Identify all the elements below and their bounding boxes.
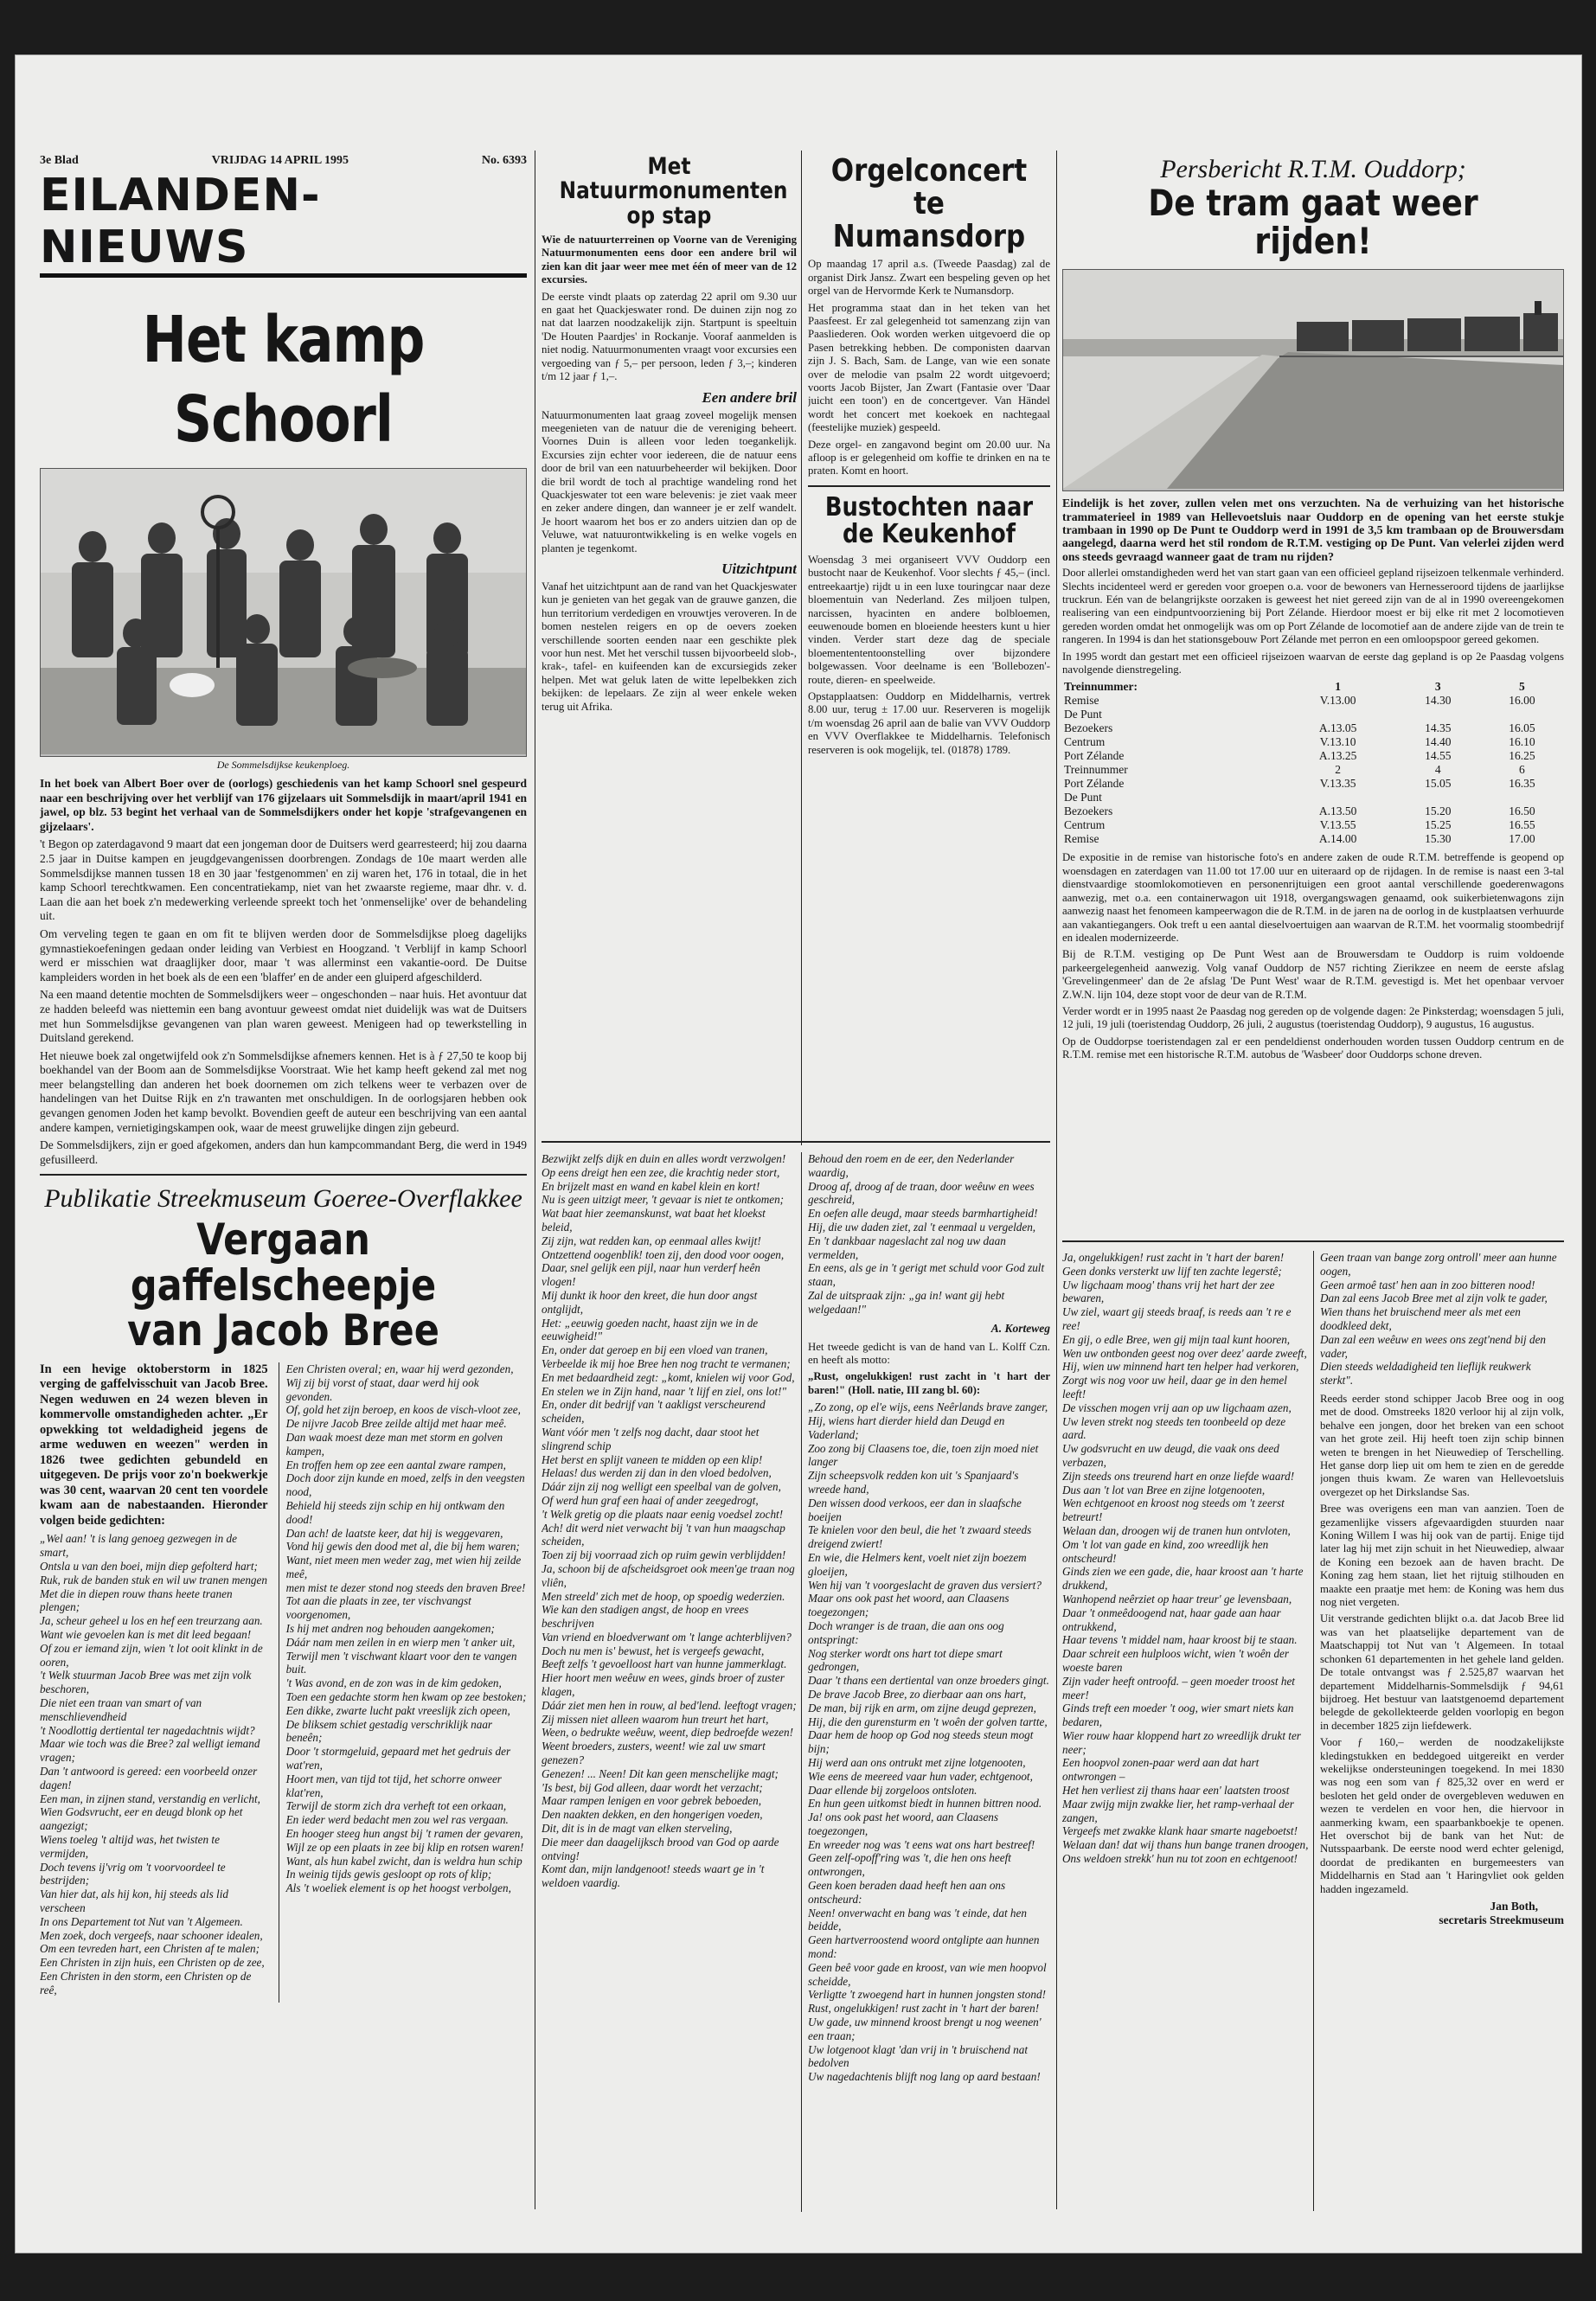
timetable-cell: 16.00	[1509, 694, 1535, 708]
timetable-cell: 2	[1335, 763, 1341, 777]
timetable-cell	[1396, 791, 1480, 804]
timetable-header-cell: 5	[1519, 680, 1525, 694]
column-tram	[1062, 155, 1564, 1227]
poem-column-b	[808, 1152, 1050, 2225]
timetable-cell: A.13.50	[1318, 804, 1357, 818]
signature-title: secretaris Streekmuseum	[1439, 1913, 1564, 1926]
timetable-row	[1062, 749, 1564, 763]
timetable-cell: V.13.55	[1319, 818, 1356, 832]
kamp-photo-caption: De Sommelsdijkse keukenploeg.	[216, 759, 350, 771]
gaffel-headline-line1: Vergaan gaffelscheepje	[130, 1215, 437, 1311]
natuur-subhead: Een andere bril	[702, 388, 797, 406]
timetable-cell: Port Zélande	[1064, 749, 1125, 763]
timetable-row	[1062, 694, 1564, 708]
tram-paragraph: Verder wordt er in 1995 naast 2e Paasdag nog gereden op de volgende dagen: 2e Pinksterdag; woensdagen 5 juli, 12 juli, 19 juli (toeristendag Ouddorp, 26 juli, 2 augustus (toeristendag Ouddorp), 9 augustus, 16 augustus.	[1062, 1004, 1564, 1031]
gaffel-kicker: Publikatie Streekmuseum Goeree-Overflakkee	[44, 1184, 522, 1214]
poem-part: Geen traan van bange zorg ontroll' meer aan hunne oogen, Geen armoê tast' hen aan in zoo bitteren nood! Dan zal eens Jacob Bree met al zijn volk te gader, Wien thans het bruischend meer als met een doodkleed dekt, Dan zal een weêuw en wees ons zegt'nend bij den vader, Dien steeds weldadigheid ten lieflijk reukwerk sterkt".	[1320, 1251, 1557, 1388]
tram-photo	[1062, 269, 1564, 491]
timetable-cell: Bezoekers	[1064, 721, 1113, 735]
gaffel-lead: In een hevige oktoberstorm in 1825 verging de gaffelvisschuit van Jacob Bree. Negen weduwen en 24 wezen bleven in kommervolle omstandigheden achter. „Er opwekking tot weldadigheid jegens de arme weduwen en weezen" werden in 1826 twee gedichten gebundeld en uitgegeven. De prijs voor zo'n boekwerkje was 30 cent, waarvan 20 cent ten voordele kwam aan de nabestaanden. Hieronder volgen beide gedichten:	[40, 1362, 268, 1528]
timetable-cell: A.13.05	[1318, 721, 1357, 735]
orgel-paragraph: Het programma staat dan in het teken van het Paasfeest. Er zal gelegenheid tot samenzang zijn van Paasliederen. Ook worden werken uitgevoerd die op Pasen betrekking hebben. De componisten daarvan zijn J. S. Bach, Sam. de Lange, van wie een sonate over de melodie van psalm 22 wordt uitgevoerd; voorts Jacob Bijster, Jan Zwart (Fantasie over 'Daar juicht een toon') en de concertgever. Van Händel wordt het concert met koekoek en nachtegaal (feestelijke muziek) gespeeld.	[808, 301, 1050, 434]
timetable-row	[1062, 791, 1564, 804]
tram-paragraph: Door allerlei omstandigheden werd het van start gaan van een officieel gepland rijseizoen telkenmale verhinderd. Slechts incidenteel werd er gereden voor groepen o.a. voor de bewoners van Hernesseroord tijdens de jaarlijkse truckrun. Eén van de belangrijkste oorzaken is geweest het niet gereed zijn van de al in 1990 overeengekomen realisering van een eindpuntvoorziening bij Port Zélande. Hierdoor moest er bij elke rit met 2 locomotieven gereden worden omdat het onmogelijk was om op Port Zélande de locomotief aan de andere zijde van de trein te rangeren. In 1994 is dan het stationsgebouw Port Zélande met perron en een omloopspoor gereed gekomen.	[1062, 567, 1564, 646]
kamp-paragraph: Om verveling tegen te gaan en om fit te blijven werden door de Sommelsdijkse ploeg dagelijks gymnastiekoefeningen gedaan onder leiding van Verbiest en Hoogzand. 't Verblijf in kamp Schoorl werd er misschien wat draaglijker door, maar 't was allerminst een vakantie-oord. De Duitse kampleiders worden in het boek als de een een 'blaffer' en de ander een gluiperd afgeschilderd.	[40, 926, 527, 984]
timetable-cell: Treinnummer	[1064, 763, 1128, 777]
timetable-cell	[1279, 708, 1395, 721]
timetable-cell: 14.55	[1425, 749, 1452, 763]
poem-column-a	[542, 1152, 797, 2225]
timetable-cell: Remise	[1064, 832, 1099, 846]
timetable-row	[1062, 721, 1564, 735]
issue-date: VRIJDAG 14 APRIL 1995	[211, 154, 349, 167]
timetable-cell: 15.05	[1425, 777, 1452, 791]
timetable-row	[1062, 832, 1564, 846]
bus-headline: Bustochten naar de Keukenhof	[824, 491, 1034, 550]
column-orgel-bus	[808, 155, 1050, 1132]
gaffel-paragraph: Bree was overigens een man van aanzien. Toen de gezamenlijke vissers afgevaardigden stuurden naar Koning Willem I was hij ook van de partij. Enige tijd later lag hij met zijn schuit in het Nieuwediep, alwaar de Koning een bezoek aan de haven bracht. De Koning zag hem staan, liet het rijtuig stilhouden en maakte een praatje met hem: de Koning was hem dus nog niet vergeten.	[1320, 1503, 1564, 1609]
gaffel-paragraph: Uit verstrande gedichten blijkt o.a. dat Jacob Bree lid was van het plaatselijke departement van de Maatschappij tot Nut van 't Algemeen. In totaal schonken 61 departementen in het gehele land gelden. De totale ontvangst was ƒ 2.525,87 waarvan het departement Middelharnis-Sommelsdijk ƒ 94,61 bijdroeg. Het bestuur van laatstgenoemd departement belegde de gekollekteerde gelden voorlopig en begon in december 1825 zijn liefdewerk.	[1320, 1612, 1564, 1732]
timetable-cell: 16.50	[1509, 804, 1535, 818]
gaffel-body	[40, 1362, 527, 2003]
orgel-paragraph: Op maandag 17 april a.s. (Tweede Paasdag) zal de organist Dirk Jansz. Zwart een bespeling geven op het orgel van de Hervormde Kerk te Numansdorp.	[808, 258, 1050, 298]
timetable-row	[1062, 804, 1564, 818]
natuur-headline: Met Natuurmonumenten op stap	[559, 155, 788, 229]
timetable-cell: A.14.00	[1318, 832, 1357, 846]
timetable	[1062, 680, 1564, 846]
timetable-cell: 16.35	[1509, 777, 1535, 791]
timetable-cell: 15.20	[1425, 804, 1452, 818]
timetable-row	[1062, 818, 1564, 832]
orgel-paragraph: Deze orgel- en zangavond begint om 20.00 uur. Na afloop is er gelegenheid om koffie te drinken en na te praten. Komt en hoort.	[808, 438, 1050, 478]
timetable-header-cell: 1	[1335, 680, 1341, 694]
tram-paragraph: In 1995 wordt dan gestart met een officieel rijseizoen waarvan de eerste dag gepland is op 2e Paasdag volgens navolgende dienstregeling.	[1062, 650, 1564, 676]
timetable-cell: De Punt	[1064, 708, 1102, 721]
timetable-cell: Centrum	[1064, 735, 1106, 749]
timetable-row	[1062, 763, 1564, 777]
column-rule	[1313, 1251, 1314, 2211]
timetable-cell: 16.55	[1509, 818, 1535, 832]
kamp-paragraph: 't Begon op zaterdagavond 9 maart dat een jongeman door de Duitsers werd gearresteerd; hij zou daarna 2.5 jaar in Duitse kampen en jeugdgevangenissen doorbrengen. Zondags de 10e maart werden alle Sommelsdijkse mannen tussen 18 en 30 jaar 'festgenommen' en zij waren het, 176 in totaal, die in het kamp Schoorl terechtkwamen. Een concentratiekamp, niet van het zwaarste regieme, maar dhr. v. d. Laan die aan het boek z'n medewerking verleende spreekt toch het 'onmenselijke' over de behandeling uit.	[40, 837, 527, 923]
bus-paragraph: Opstapplaatsen: Ouddorp en Middelharnis, vertrek 8.00 uur, terug ± 17.00 uur. Reserveren is mogelijk t/m woensdag 26 april aan de balie van VVV Ouddorp en VVV Overflakkee te Middelharnis. Telefonisch reserveren is ook mogelijk, tel. (01878) 1789.	[808, 689, 1050, 756]
kamp-paragraph: Na een maand detentie mochten de Sommelsdijkers weer – ongeschonden – naar huis. Het avontuur dat ze hadden beleefd was niettemin een bang avontuur geweest omdat niet duidelijk was wat de Duitsers met hun Sommelsdijkse gevangenen van plan waren geweest. Menigeen had op tewerkstelling in Duitsland gerekend.	[40, 988, 527, 1045]
tram-paragraph: De expositie in de remise van historische foto's en andere zaken de oude R.T.M. betreffende is geopend op woensdagen en zaterdagen van 11.00 tot 17.00 uur en uiteraard op de rijdagen. In de remise is naast een 3-tal dienstvaardige stoomlokomotieven en personenrijtuigen een groot aantal verschillende goederenwagons aanwezig, met o.a. een containerwagon uit 1918, overgangswagen genaamd, ook suikerbietenwagons zijn aanwezig naast het fenomeen kampeerwagon die de R.T.M. in de jaren na de oorlog in de kustplaatsen verhuurde aan vakantiegangers. Ook treft u een aantal dieselvoertuigen aan waarvan de R.T.M. het voormalig stoombedrijf en idealen modernizeerde.	[1062, 851, 1564, 944]
poem3-column-b	[1320, 1251, 1564, 2224]
gaffel-left	[40, 1362, 268, 2003]
kamp-paragraph: De Sommelsdijkers, zijn er goed afgekomen, anders dan hun kampcommandant Berg, die werd in 1949 gefusilleerd.	[40, 1138, 527, 1166]
timetable-row	[1062, 777, 1564, 791]
timetable-cell: 14.40	[1425, 735, 1452, 749]
masthead-title: EILANDEN-NIEUWS	[40, 170, 527, 278]
kamp-photo	[40, 468, 527, 757]
timetable-cell: 14.35	[1425, 721, 1452, 735]
poem-motto: „Rust, ongelukkigen! rust zacht in 't hart der baren!" (Holl. natie, III zang bl. 60):	[808, 1370, 1050, 1396]
timetable-cell	[1480, 708, 1564, 721]
gaffel-paragraph: Reeds eerder stond schipper Jacob Bree oog in oog met de dood. Omstreeks 1820 verloor hij al zijn volk, behalve een jongen, door het breken van een schoot van het grote zeil. Hij heeft toen zijn schip binnen weten te brengen in het Nieuwediep of Terschelling. Het ganse dorp liep uit om hem te zien en de geredde jongen thuis kwam. Ze waren van Hellevoetsluis overgezet op het Dirkslandse Sas.	[1320, 1392, 1564, 1498]
timetable-cell: V.13.35	[1319, 777, 1356, 791]
natuur-paragraph: De eerste vindt plaats op zaterdag 22 april om 9.30 uur en gaat het Quackjeswater rond. De duinen zijn nog zo nat dat laarzen noodzakelijk zijn. Startpunt is speeltuin 'De Houten Paardjes' in Rockanje. Vooraf aanmelden is niet nodig. Natuurmonumenten vraagt voor excursies een vergoeding van ƒ 5,– per persoon, leden ƒ 3,–; kinderen t/m 12 jaar ƒ 1,–.	[542, 290, 797, 383]
issue-number: No. 6393	[481, 154, 527, 167]
column-natuur	[542, 155, 797, 1132]
column-rule	[1056, 151, 1057, 2209]
gaffel-headline-line2: van Jacob Bree	[127, 1305, 439, 1356]
page-label: 3e Blad	[40, 154, 79, 167]
tram-kicker: Persbericht R.T.M. Ouddorp;	[1160, 155, 1466, 183]
gaffel-right	[279, 1362, 527, 2003]
tram-lead: Eindelijk is het zover, zullen velen met ons verzuchten. Na de verhuizing van het historische trammaterieel in 1989 van Hellevoetsluis naar Ouddorp en de opening van het eerste stukje trambaan in 1990 op De Punt te Ouddorp werd in 1991 de 3,5 km trambaan op de Brouwersdam aangelegd, daarna werd het stil rondom de R.T.M. vestiging op De Punt. Van velerlei zijden werd ons steeds gevraagd wanneer gaat de tram nu rijden?	[1062, 497, 1564, 563]
timetable-header-cell: 3	[1434, 680, 1441, 694]
poem-part: „Zo zong, op el'e wijs, eens Neêrlands brave zanger, Hij, wiens hart dierder hield dan Deugd en Vaderland; Zoo zong bij Claasens toe, die, toen zijn moed niet langer Zijn scheepsvolk redden kon uit 's Spanjaard's wreede hand, Den wissen dood verkoos, eer dan in slaafsche boeijen Te knielen voor den beul, die het 't zwaard steeds dreigend zwiert! En wie, die Helmers kent, voelt niet zijn boezem gloeijen, Wen hij van 't voorgeslacht de graven dus versiert? Maar ons ook past het woord, aan Claasens toegezongen; Doch wranger is de traan, die aan ons oog ontspringt: Nog sterker wordt ons hart tot diepe smart gedrongen, Daar 't thans een dertiental van onze broeders gingt. De brave Jacob Bree, zo dierbaar aan ons hart, De man, bij rijk en arm, om zijne deugd geprezen, Hij, die den gurensturm en 't woên der golven tartte, Daar hem de hoop op God nog steeds steun mogt bijn; Hij werd aan ons ontrukt met zijne lotgenooten, Wie eens de meereed vaar hun vader, echtgenoot, Daar ellende bij zorgeloos ontsloten. En hun geen uitkomst biedt in hunnen bittren nood. Ja! ons ook past het woord, aan Claasens toegezongen, En wreeder nog was 't eens wat ons hart bestreef! Geen zelf-opoff'ring was 't, die hen ons heeft ontwrongen, Geen koen beraden daad heeft hen aan ons ontscheurd: Neen! onverwacht en bang was 't einde, dat hen beidde, Geen hartverroostend woord ontglipte aan hunnen mond: Geen beê voor gade en kroost, van wie men hoopvol scheidde, Verligtte 't zwoegend hart in hunnen jongsten stond! Rust, ongelukkigen! rust zacht in 't hart der baren! Uw gade, uw minnend kroost brengt u nog weenen' een traan; Uw lotgenoot klagt 'dan vrij in 't bruischend nat bedolven Uw nagedachtenis blijft nog lang op aard bestaan!	[808, 1400, 1049, 2084]
poem-part: Ja, ongelukkigen! rust zacht in 't hart der baren! Geen donks versterkt uw lijf ten zachte legerstê; Uw ligchaam moog' thans vrij het hart der zee bewaren, Uw ziel, waart gij steeds braaf, is reeds aan 't re e ree! En gij, o edle Bree, wen gij mijn taal kunt hooren, Wen uw ontbonden geest nog over deez' aarde zweeft, Hij, wien uw minnend hart ten helper had verkoren, Zorgt wis nog voor uw heil, daar ge in den hemel leeft! De visschen mogen vrij aan op uw ligchaam azen, Uw leven strekt nog steeds ten toonbeeld op deze aard. Uw godsvrucht en uw deugd, die vaak ons deed verbazen, Zijn steeds ons treurend hart en onze liefde waard! Dus aan 't lot van Bree en zijne lotgenooten, Wen echtgenoot en kroost nog steeds om 't zeerst betreurt! Welaan dan, droogen wij de tranen hun ontvloten, Om 't lot van gade en kind, zoo wreedlijk hen ontscheurd! Ginds zien we een gade, die, haar kroost aan 't harte drukkend, Wanhopend neêrziet op haar treur' ge levensbaan, Daar 't onmeêdoogend nat, haar gade aan haar ontrukkend, Haar tevens 't middel nam, haar kroost bij te staan. Daar schreit een hulploos wicht, wien 't woên der woeste baren Zijn vader heeft ontroofd. – geen moeder troost het meer! Ginds treft een moeder 't oog, wier smart niets kan bedaren, Wier rouw haar kloppend hart zo wreedlijk drukt ter neer; Een hoopvol zonen-paar werd aan dat hart ontwrongen – Het hen verliest zij thans haar een' laatsten troost Maar zwijg mijn zwakke lier, het ramp-verhaal der zangen, Vergeefs met zwakke klank haar smarte nageboetst! Welaan dan! dat wij thans hun bange tranen droogen, Ons weldoen strekk' hun nu tot zoon en echtgenoot!	[1062, 1251, 1309, 1866]
timetable-cell: 17.00	[1509, 832, 1535, 846]
timetable-cell: Remise	[1064, 694, 1099, 708]
poem-intro: Het tweede gedicht is van de hand van L. Kolff Czn. en heeft als motto:	[808, 1340, 1050, 1366]
tram-paragraph: Bij de R.T.M. vestiging op De Punt West aan de Brouwersdam te Ouddorp is ruim voldoende parkeergelegenheid aanwezig. Volg vanaf Ouddorp de N57 richting Zierikzee en neem de eerste afslag 'Grevelingenmeer' dan de 2e afslag 'De Punt West' waar de R.T.M. gevestigd is. Met het openbaar vervoer Z.W.N. lijn 104, deze stopt voor de deur van de R.T.M.	[1062, 948, 1564, 1001]
timetable-cell	[1396, 708, 1480, 721]
timetable-cell: V.13.00	[1319, 694, 1356, 708]
natuur-lead: Wie de natuurterreinen op Voorne van de Vereniging Natuurmonumenten eens door een andere bril wil zien kan dit jaar weer mee met één of meer van de 12 excursies.	[542, 234, 797, 286]
tram-photo-illustration	[1063, 270, 1563, 489]
masthead-dateline	[40, 154, 527, 168]
kamp-headline: Het kamp Schoorl	[142, 303, 425, 457]
timetable-cell: V.13.10	[1319, 735, 1356, 749]
timetable-cell: 15.30	[1425, 832, 1452, 846]
timetable-cell: Port Zélande	[1064, 777, 1125, 791]
signature-name: Jan Both,	[1490, 1900, 1538, 1913]
gaffel-poem-part-a: „Wel aan! 't is lang genoeg gezwegen in de smart, Ontsla u van den boei, mijn diep gefolterd hart; Ruk, ruk de banden stuk en wil uw tranen mengen Met die in diepen rouw thans heete tranen plengen; Ja, scheur geheel u los en hef een treurzang aan. Want wie gevoelen kan is met dit leed begaan! Of zou er iemand zijn, wien 't lot ooit klinkt in de ooren, 't Welk stuurman Jacob Bree was met zijn volk beschoren, Die niet een traan van smart of van menschlievendheid 't Noodlottig dertiental ter nagedachtnis wijdt? Maar wie toch was die Bree? zal welligt iemand vragen; Dan 't antwoord is gereed: een voorbeeld onzer dagen! Een man, in zijnen stand, verstandig en verlicht, Wien Godsvrucht, eer en deugd blonk op het aangezigt; Wiens toeleg 't altijd was, het twisten te vermijden, Doch tevens ij'vrig om 't voorvoordeel te bestrijden; Van hier dat, als hij kon, hij steeds als lid verscheen In ons Departement tot Nut van 't Algemeen. Men zoek, doch vergeefs, naar schooner idealen, Om een tevreden hart, een Christen af te malen; Een Christen in zijn huis, een Christen op de zee, Een Christen in den storm, een Christen op de reê,	[40, 1532, 267, 1997]
group-photo-illustration	[41, 469, 526, 754]
kamp-lead: In het boek van Albert Boer over de (oorlogs) geschiedenis van het kamp Schoorl snel gespeurd naar een beschrijving over het verblijf van 176 gijzelaars uit Sommelsdijk in maart/april 1941 en jawel, op blz. 53 begint het verhaal van de Sommelsdijkers onder het kopje 'strafgevangenen en gijzelaars'.	[40, 777, 527, 833]
poem3-column-a	[1062, 1251, 1309, 2224]
section-divider	[542, 1141, 1050, 1143]
natuur-paragraph: Vanaf het uitzichtpunt aan de rand van het Quackjeswater kun je genieten van het gegak van de grauwe ganzen, die hun territorium verdedigen en vrouwtjes veroveren. In de bomen nestelen reigers en op de oevers zoeken verschillende soorten eenden naar een geschikte plek voor hun nest. Met het verschil tussen bijvoorbeeld slob-, krak-, tafel- en kuifeenden kan de excursiegids zeker helpen. Met wat geluk laten de witte lepelbekken zich bekijken: de lepelaars. Ze zijn al weer enkele weken terug uit Afrika.	[542, 580, 797, 713]
timetable-cell: Bezoekers	[1064, 804, 1113, 818]
timetable-cell: 4	[1434, 763, 1441, 777]
timetable-cell: 15.25	[1425, 818, 1452, 832]
section-divider	[1062, 1240, 1564, 1242]
column-rule	[801, 151, 802, 1145]
bus-paragraph: Woensdag 3 mei organiseert VVV Ouddorp een bustocht naar de Keukenhof. Voor slechts ƒ 45,– (incl. entreekaartje) rijdt u in een luxe touringcar naar deze bloementuin van Nederland. Zes miljoen tulpen, narcissen, hyacinten en andere bolbloemen, eeuwenoude bomen en bloeiende heesters kunt u hier vinden. Verder start deze dag de speciale bloementententoonstelling over bijzondere bolgewassen. Voor deelname is een 'Bollebozen'-route, dieren- en speelweide.	[808, 553, 1050, 686]
natuur-subhead: Uitzichtpunt	[721, 560, 797, 577]
timetable-header-cell: Treinnummer:	[1064, 680, 1138, 694]
timetable-header-row	[1062, 680, 1564, 694]
timetable-cell: De Punt	[1064, 791, 1102, 804]
timetable-cell: 16.10	[1509, 735, 1535, 749]
timetable-cell: 16.05	[1509, 721, 1535, 735]
gaffel-poem-part-b: Een Christen overal; en, waar hij werd gezonden, Wij zij bij vorst of staat, daar werd hij ook gevonden. Of, gold het zijn beroep, en koos de visch-vloot zee, De nijvre Jacob Bree zeilde altijd met haar meê. Dan waak moest deze man met storm en golven kampen, En troffen hem op zee een aantal zware rampen, Doch door zijn kunde en moed, zelfs in den veegsten nood, Behield hij steeds zijn schip en hij ontkwam den dood! Dan ach! de laatste keer, dat hij is weggevaren, Vond hij gewis den dood met al, die bij hem waren; Want, niet meen men weder zag, met wien hij zeilde meê, men mist te dezer stond nog steeds den braven Bree! Tot aan die plaats in zee, ter vischvangst voorgenomen, Is hij met andren nog behouden aangekomen; Dáár nam men zeilen in en wierp men 't anker uit, Terwijl men 't vischwant klaart voor den te vangen buit. 't Was avond, en de zon was in de kim gedoken, Toen een gedachte storm hen kwam op zee bestoken; Een dikke, zwarte lucht pakt vreeslijk zich opeen, De bliksem schiet gestadig verschriklijk naar beneên; Door 't stormgeluid, gepaard met het gedruis der wat'ren, Hoort men, van tijd tot tijd, het schorre onweer klat'ren, Terwijl de storm zich dra verheft tot een orkaan, En ieder werd bedacht men zou wel ras vergaan. En hooger steeg hun angst bij 't ramen der gevaren, Wijl ze op een plaats in zee bij klip en rotsen waren! Want, als hun kabel zwicht, dan is weldra hun schip In weinig tijds gewis gesloopt op rots of klip; Als 't woeliek element is op het hoogst verbolgen,	[285, 1362, 527, 1895]
section-divider	[40, 1174, 527, 1176]
kamp-paragraph: Het nieuwe boek zal ongetwijfeld ook z'n Sommelsdijkse afnemers kennen. Het is à ƒ 27,50 te koop bij boekhandel van der Boom aan de Sommelsdijkse Voorstraat. Wie het kamp heeft gekend zal met nog meer belangstelling dan anderen het boek doornemen om zich telkens weer te verbazen over de handelingen van het Duitse Rijk en z'n trawanten met onschuldigen. In de oorlogsjaren hebben ook gevangen genomen Joden het kamp bevolkt. Bovendien geeft de auteur een beschrijving van een aantal andere kampen, vernietigingskampen ook, waar de meest gruwelijke dingen zijn gebeurd.	[40, 1048, 527, 1134]
timetable-cell	[1480, 791, 1564, 804]
timetable-cell	[1279, 791, 1395, 804]
timetable-cell: A.13.25	[1318, 749, 1357, 763]
timetable-cell: 14.30	[1425, 694, 1452, 708]
section-divider	[808, 485, 1050, 487]
column-rule	[801, 1152, 802, 2212]
timetable-cell: 6	[1519, 763, 1525, 777]
natuur-paragraph: Natuurmonumenten laat graag zoveel mogelijk mensen meegenieten van de natuur die de vereniging beheert. Voornes Duin is alleen voor leden toegankelijk. Excursies zijn echter voor iedereen, die de natuur eens door de bril van een natuurbeheerder wil bekijken. Door die bril wordt de toch al prachtige wandeling rond het Quackjeswater tot een ware belevenis: je ziet vaak meer en zeker andere dingen, dan wanneer je er zelf wandelt. Je hoort waarom het bos er zo anders uitzien dan op de Veluwe, wat natuurontwikkeling is en welke vogels en planten je tegenkomt.	[542, 408, 797, 554]
timetable-row	[1062, 735, 1564, 749]
column-left	[40, 106, 527, 2225]
tram-paragraph: Op de Ouddorpse toeristendagen zal er een pendeldienst onderhouden worden tussen Ouddorp centrum en de R.T.M. remise met een historische R.T.M. autobus de 'Wasbeer' door Ouddorps schone dreven.	[1062, 1035, 1564, 1061]
poem-author: A. Korteweg	[990, 1321, 1050, 1335]
tram-headline: De tram gaat weer rijden!	[1148, 182, 1478, 263]
newspaper-page	[16, 55, 1581, 2253]
timetable-row	[1062, 708, 1564, 721]
timetable-cell: Centrum	[1064, 818, 1106, 832]
poem-part: Bezwijkt zelfs dijk en duin en alles wordt verzwolgen! Op eens dreigt hen een zee, die krachtig neder stort, En brijzelt mast en wand en kabel klein en kort! Nu is geen uitzigt meer, 't gevaar is niet te ontkomen; Wat baat hier zeemanskunst, wat baat het kloekst beleid, Zij zijn, wat redden kan, op eenmaal alles kwijt! Ontzettend oogenblik! toen zij, den dood voor oogen, Daar, snel gelijk een pijl, naar hun verderf heên vlogen! Mij dunkt ik hoor den kreet, die hun door angst ontglijdt, Het: „eeuwig goeden nacht, haast zijn we in de eeuwigheid!" En, onder dat geroep en bij een vloed van tranen, Verbeelde ik mij hoe Bree hen nog tracht te vermanen; En met bedaardheid zegt: „komt, knielen wij voor God, En stelen we in Zijn hand, naar 't lijf en ziel, ons lot!" En, onder dit bedrijf van 't aakligst verscheurend scheiden, Want vóór men 't zelfs nog dacht, daar stoot het slingrend schip Het berst en splijt vaneen te midden op een klip! Helaas! dus werden zij dan in den vloed bedolven, Dáár zijn zij nog welligt een speelbal van de golven, Of werd hun graf een haai of ander zeegedrogt, 't Welk gretig op die plaats naar eenig voedsel zocht! Ach! dit werd niet verwacht bij 't van hun maagschap scheiden, Toen zij bij voorraad zich op ruim gewin verblijdden! Ja, schoon bij de afscheidsgroet ook meen'ge traan nog vliên, Men streeld' zich met de hoop, op spoedig wederzien. Wie kan den stadigen angst, de hoop en vrees beschrijven Van vriend en bloedverwant om 't lange achterblijven? Doch nu men is' bewust, het is vergeefs gewacht, Beeft zelfs 't gevoelloost hart van hunne jammerklagt. Hier hoort men weêuw en wees, ginds broer of zuster klagen, Dáár ziet men hen in rouw, al bed'lend. leeftogt vragen; Zij missen niet alleen waarom hun treurt het hart, Ween, o bedrukte weêuw, weent, diep bedroefde wezen! Weent broeders, zusters, weent! wie zal uw smart genezen? Genezen! ... Neen! Dit kan geen menschelijke magt; 'Is best, bij God alleen, daar wordt het verzacht; Maar rampen lenigen en voor gebrek beboeden, Den naakten dekken, en den hongerigen voeden, Dit, dit is in de magt van elken sterveling, Die meer dan daagelijksch brood van God op aarde ontving! Komt dan, mijn landgenoot! steeds waart ge in 't weldoen vaardig.	[542, 1152, 797, 1890]
orgel-headline: Orgelconcert te Numansdorp	[830, 155, 1028, 254]
timetable-cell: 16.25	[1509, 749, 1535, 763]
poem-part: Behoud den roem en de eer, den Nederlander waardig, Droog af, droog af de traan, door weêuw en wees geschreid, En oefen alle deugd, maar steeds barmhartigheid! Hij, die uw daden ziet, zal 't eenmaal u vergelden, En 't dankbaar nageslacht zal nog uw daan vermelden, En eens, als ge in 't gerigt met schuld voor God zult staan, Zal de uitspraak zijn: „ga in! want gij hebt welgedaan!"	[808, 1152, 1045, 1316]
gaffel-paragraph: Voor ƒ 160,– werden de noodzakelijkste kledingstukken en beddegoed uitgereikt en verder wekelijkse ondersteuningen toegekend. In mei 1830 was nog een som van ƒ 825,32 over en werd er besloten het geld onder de overgebleven weduwen en wezen te verdelen en voor hen, die hiervoor in aanmerking kwam, een spaarbankboekje te openen. Het overschot bij de bank van het Nut: de Nutsspaarbank. De eerste nood werd echter gelenigd, doordat de predikanten en burgemeesters van Middelharnis en Stad aan 't Haringvliet ook gelden hadden ingezameld.	[1320, 1736, 1564, 1895]
